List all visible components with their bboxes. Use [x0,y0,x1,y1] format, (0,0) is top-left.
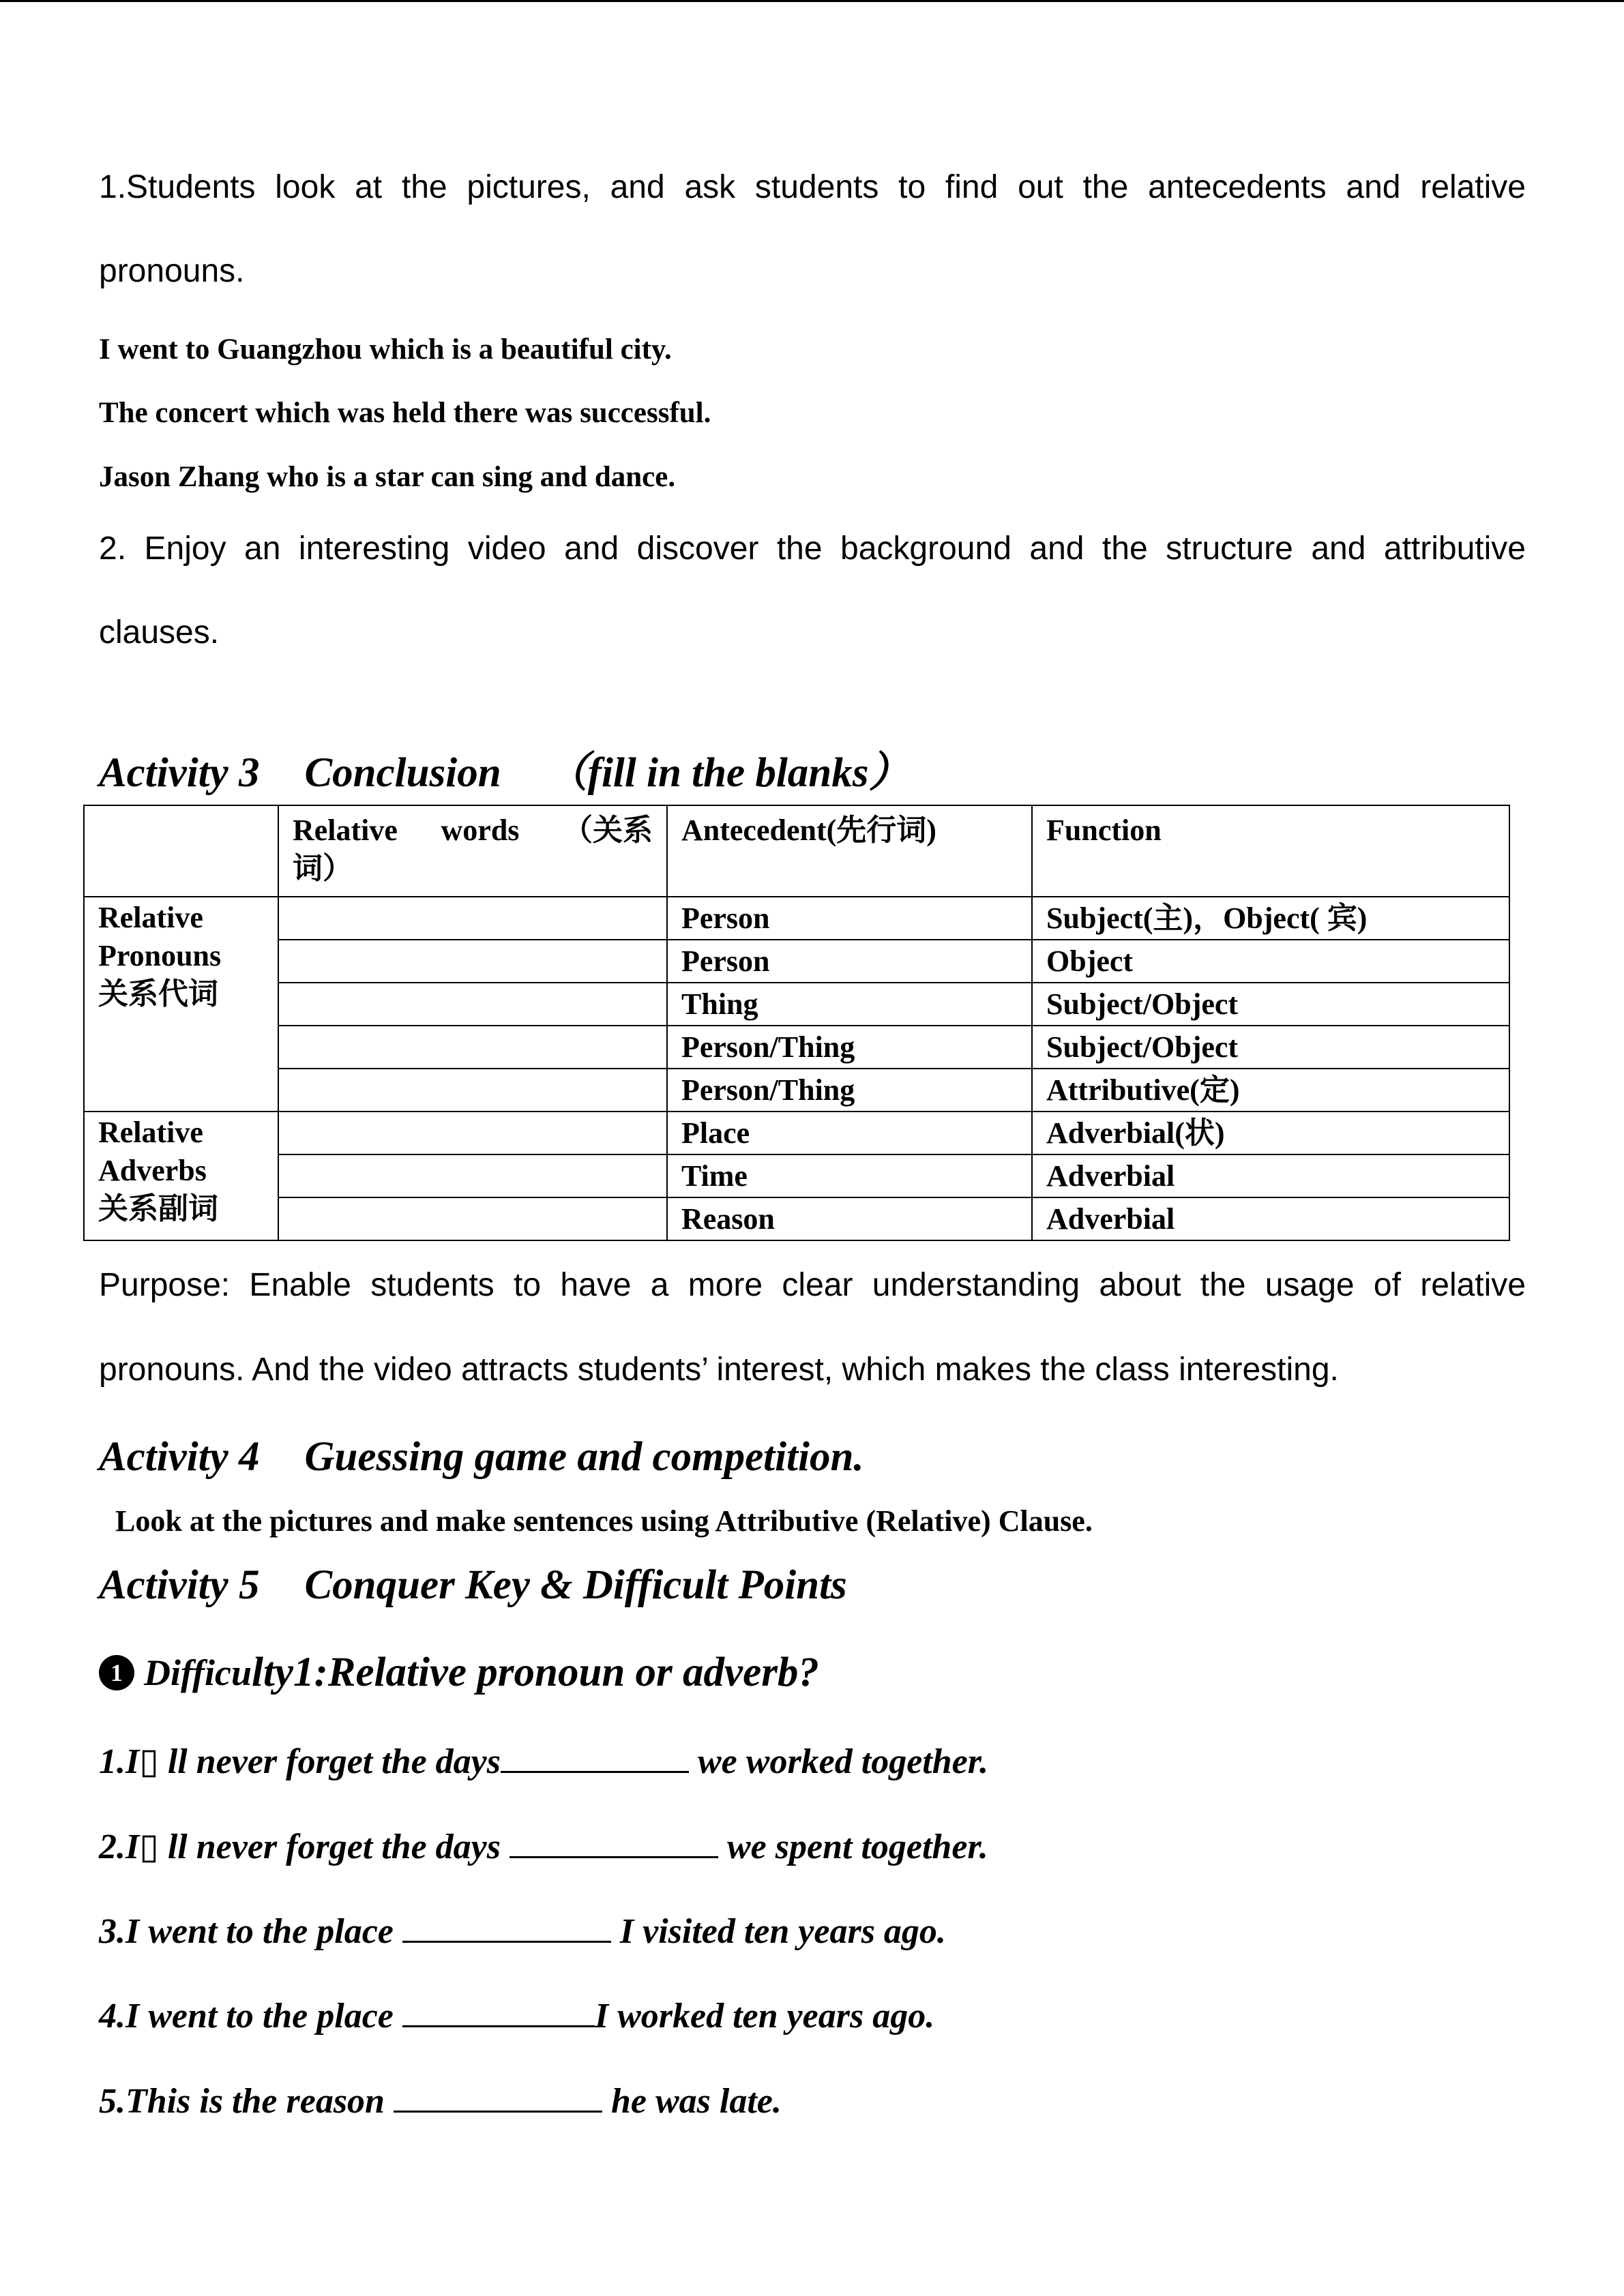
exercise-sentence [99,1990,934,2036]
antecedent-cell: Person/Thing [667,1026,1032,1069]
exercise-text: he was late. [602,2082,782,2121]
intro-item-1: 1.Students look at the pictures, and ask students to find out the antecedents and relative [99,169,1526,205]
relative-word-blank-cell[interactable] [278,1069,667,1112]
antecedent-cell: Thing [667,983,1032,1026]
exercise-sentence [99,1735,988,1782]
activity-3-number: Activity 3 [99,750,260,796]
exercise-text: I visited ten years ago. [610,1912,946,1951]
header-empty-cell [84,805,278,897]
exercise-text: 4.I went to the place [99,1997,402,2036]
example-sentence: The concert which was held there was successful. [99,397,711,429]
example-sentence: I went to Guangzhou which is a beautiful city. [99,333,672,366]
label-line: Adverbs [98,1154,207,1187]
answer-blank[interactable] [510,1821,718,1858]
table-row [84,1112,1509,1154]
exercise-sentence [99,1905,946,1952]
label-line: 关系副词 [98,1192,218,1225]
purpose-line-1: Purpose: Enable students to have a more clear understanding about the usage of relative [99,1267,1526,1303]
header-relative-words-part: words [441,814,520,847]
function-cell: Attributive(定) [1032,1069,1509,1112]
difficulty-title-part: lty1:Relative pronoun or adverb? [252,1650,819,1695]
header-function: Function [1032,805,1509,897]
activity-3-note: （fill in the blanks） [546,750,911,796]
exercise-text: I worked ten years ago. [594,1997,935,2036]
header-relative-words [278,805,667,897]
table-row [84,1154,1509,1197]
label-line: Relative [98,901,203,934]
answer-blank[interactable] [501,1735,689,1773]
antecedent-cell: Time [667,1154,1032,1197]
function-cell: Object [1032,940,1509,983]
activity-4-title: Guessing game and competition. [304,1434,864,1480]
activity-4-instruction: Look at the pictures and make sentences using Attributive (Relative) Clause. [115,1504,1093,1538]
activity-5-heading [99,1562,847,1609]
header-antecedent: Antecedent(先行词) [667,805,1032,897]
table-row [84,897,1509,940]
relative-words-table [83,805,1510,1241]
exercise-text: 3.I went to the place [99,1912,402,1951]
exercise-text: 5.This is the reason [99,2082,394,2121]
table-row [84,983,1509,1026]
numbered-bullet-icon: 1 [99,1655,134,1690]
table-row [84,1026,1509,1069]
exercise-text: 1.I▯ ll never forget the days [99,1742,501,1781]
relative-word-blank-cell[interactable] [278,983,667,1026]
function-cell: Subject/Object [1032,1026,1509,1069]
difficulty-1-heading [99,1649,819,1697]
example-sentence: Jason Zhang who is a star can sing and dance. [99,461,676,493]
relative-word-blank-cell[interactable] [278,1112,667,1154]
antecedent-cell: Person [667,897,1032,940]
table-row [84,1069,1509,1112]
activity-5-number: Activity 5 [99,1562,260,1608]
exercise-text: we worked together. [689,1742,989,1781]
top-border-line [0,0,1624,2]
function-cell: Adverbial [1032,1154,1509,1197]
antecedent-cell: Reason [667,1197,1032,1240]
function-cell: Subject/Object [1032,983,1509,1026]
activity-4-number: Activity 4 [99,1434,260,1480]
label-line: Pronouns [98,939,222,972]
activity-4-heading [99,1433,864,1481]
intro-item-2-continued: clauses. [99,614,220,651]
table-row [84,940,1509,983]
table-header-row [84,805,1509,897]
answer-blank[interactable] [402,1905,611,1943]
activity-3-title: Conclusion [304,750,501,796]
difficulty-title-part: Difficu [144,1652,252,1693]
label-line: 关系代词 [98,977,218,1011]
exercise-sentence [99,1821,988,1867]
function-cell: Adverbial [1032,1197,1509,1240]
activity-3-heading [99,739,910,799]
exercise-text: 2.I▯ ll never forget the days [99,1828,510,1866]
relative-word-blank-cell[interactable] [278,1154,667,1197]
antecedent-cell: Person/Thing [667,1069,1032,1112]
relative-word-blank-cell[interactable] [278,1197,667,1240]
intro-item-1-continued: pronouns. [99,253,245,289]
activity-5-title: Conquer Key & Difficult Points [304,1562,847,1608]
answer-blank[interactable] [402,1990,595,2027]
label-line: Relative [98,1116,203,1149]
antecedent-cell: Place [667,1112,1032,1154]
relative-word-blank-cell[interactable] [278,940,667,983]
header-relative-words-part: Relative [293,814,398,847]
header-relative-words-part: （关系 [563,814,653,847]
exercise-text: we spent together. [718,1828,988,1866]
function-cell: Adverbial(状) [1032,1112,1509,1154]
relative-word-blank-cell[interactable] [278,1026,667,1069]
header-relative-words-part: 词） [293,852,353,885]
relative-adverbs-label [84,1112,278,1240]
purpose-line-2: pronouns. And the video attracts students’ interest, which makes the class interesting. [99,1352,1339,1388]
antecedent-cell: Person [667,940,1032,983]
table-row [84,1197,1509,1240]
relative-pronouns-label [84,897,278,1112]
function-cell: Subject(主)，Object( 宾) [1032,897,1509,940]
intro-item-2: 2. Enjoy an interesting video and discover the background and the structure and attributive [99,531,1526,567]
exercise-sentence [99,2075,782,2121]
relative-word-blank-cell[interactable] [278,897,667,940]
answer-blank[interactable] [394,2075,602,2113]
